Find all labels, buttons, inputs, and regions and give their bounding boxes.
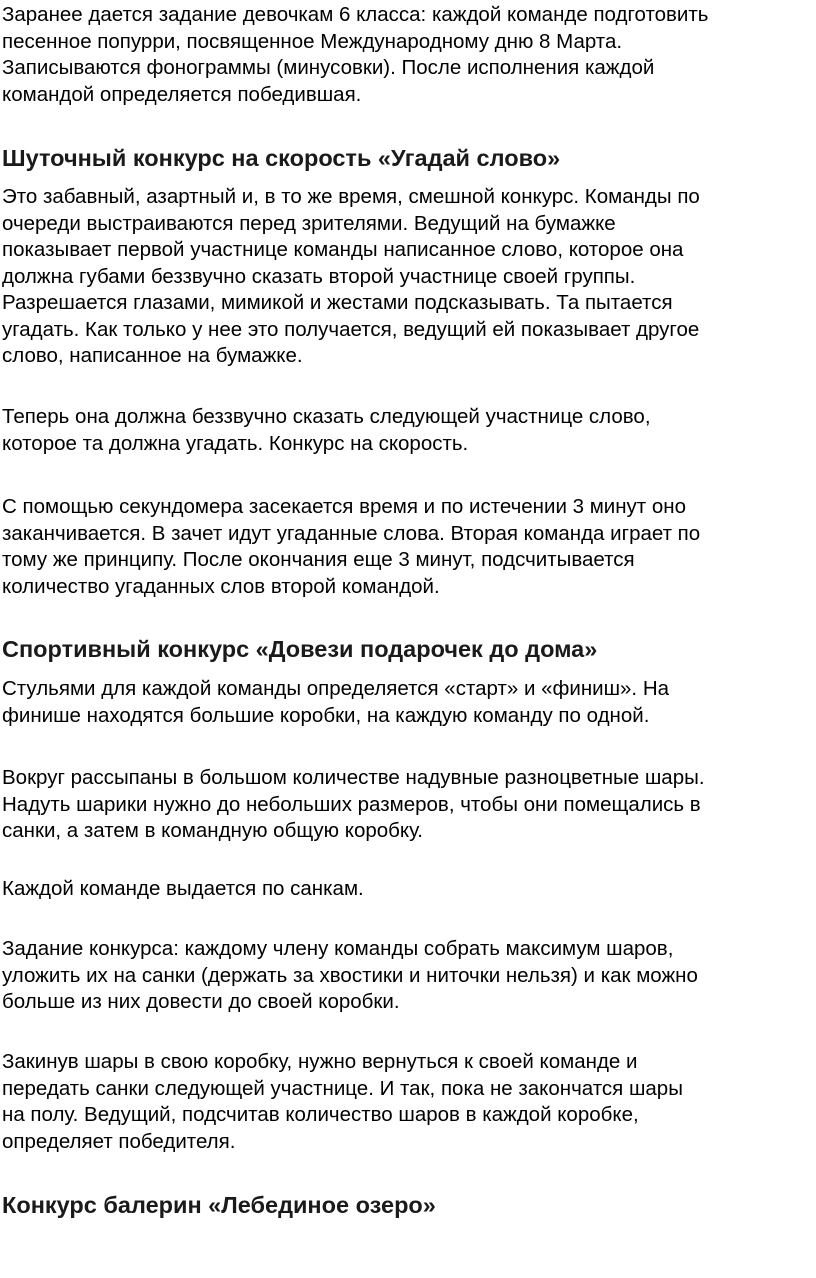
guess-word-timer-paragraph [2, 494, 814, 600]
text-line: Заранее дается задание девочкам 6 класса: каждой команде подготовить [2, 3, 709, 26]
text-line: передать санки следующей участнице. И так, пока не закончатся шары [2, 1076, 683, 1100]
gift-start-finish-paragraph [2, 676, 814, 729]
text-line: заканчивается. В зачет идут угаданные слова. Вторая команда играет по [2, 521, 701, 545]
text-line: Записываются фонограммы (минусовки). После исполнения каждой [2, 56, 655, 79]
text-line: на полу. Ведущий, подсчитав количество шаров в каждой коробке, [2, 1103, 639, 1126]
text-line: Задание конкурса: каждому члену команды собрать максимум шаров, [2, 937, 674, 960]
text-line: Надуть шарики нужно до небольших размеров, чтобы они помещались в [2, 792, 701, 816]
gift-task-paragraph [2, 936, 814, 1016]
text-line: Теперь она должна беззвучно сказать следующей участнице слово, [2, 405, 651, 428]
text-line: определяет победителя. [2, 1129, 236, 1153]
section-heading-gift-delivery: Спортивный конкурс «Довези подарочек до дома» [2, 636, 598, 662]
text-line: санки, а затем в командную общую коробку. [2, 819, 423, 842]
text-line: Это забавный, азартный и, в то же время, смешной конкурс. Команды по [2, 185, 700, 208]
intro-paragraph [2, 2, 814, 108]
text-line: угадать. Как только у нее это получается, ведущий ей показывает другое [2, 317, 700, 341]
gift-balloons-paragraph [2, 765, 814, 845]
text-line: командой определяется победившая. [2, 82, 362, 106]
section-heading-guess-word: Шуточный конкурс на скорость «Угадай слово» [2, 145, 561, 171]
text-line: Разрешается глазами, мимикой и жестами подсказывать. Та пытается [2, 291, 673, 314]
text-line: уложить их на санки (держать за хвостики и ниточки нельзя) и как можно [2, 963, 698, 987]
gift-sledge-paragraph [2, 876, 814, 903]
guess-word-description-paragraph [2, 184, 814, 370]
text-line: больше из них довести до своей коробки. [2, 990, 400, 1013]
text-line: количество угаданных слов второй командой. [2, 574, 440, 598]
text-line: которое та должна угадать. Конкурс на скорость. [2, 431, 469, 455]
section-heading-ballerina: Конкурс балерин «Лебединое озеро» [2, 1192, 436, 1218]
text-line: показывает первой участнице команды написанное слово, которое она [2, 238, 684, 261]
text-line: С помощью секундомера засекается время и по истечении 3 минут оно [2, 495, 687, 518]
text-line: Вокруг рассыпаны в большом количестве надувные разноцветные шары. [2, 766, 705, 789]
text-line: очереди выстраиваются перед зрителями. Ведущий на бумажке [2, 211, 616, 235]
gift-winner-paragraph [2, 1049, 814, 1155]
text-line: финише находятся большие коробки, на каждую команду по одной. [2, 703, 650, 727]
text-line: Каждой команде выдается по санкам. [2, 877, 364, 900]
text-line: должна губами беззвучно сказать второй участнице своей группы. [2, 264, 636, 288]
text-line: Закинув шары в свою коробку, нужно вернуться к своей команде и [2, 1050, 638, 1073]
text-line: Стульями для каждой команды определяется «старт» и «финиш». На [2, 677, 670, 700]
text-line: тому же принципу. После окончания еще 3 минут, подсчитывается [2, 548, 635, 571]
text-line: слово, написанное на бумажке. [2, 344, 303, 367]
guess-word-next-paragraph [2, 404, 814, 457]
text-line: песенное попурри, посвященное Международному дню 8 Марта. [2, 29, 623, 53]
